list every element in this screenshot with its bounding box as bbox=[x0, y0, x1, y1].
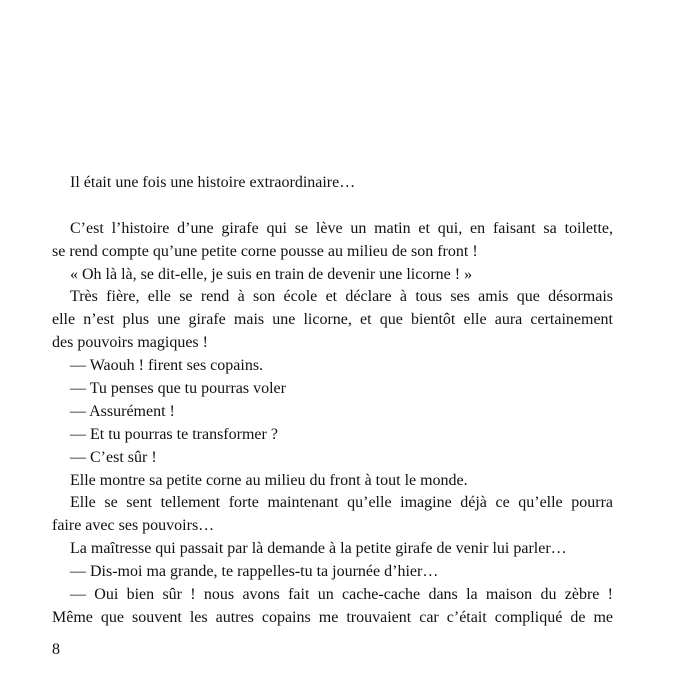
text-line: des pouvoirs magiques ! bbox=[52, 334, 208, 352]
text-line: se rend compte qu’une petite corne pousse au milieu de son front ! bbox=[52, 242, 478, 260]
text-line: — Tu penses que tu pourras voler bbox=[70, 380, 286, 398]
text-line: « Oh là là, se dit-elle, je suis en train de devenir une licorne ! » bbox=[70, 265, 473, 283]
text-line: — Et tu pourras te transformer ? bbox=[70, 425, 278, 443]
text-line: Elle se sent tellement forte maintenant qu’elle imagine déjà ce qu’elle pourra bbox=[70, 494, 613, 512]
text-line: Elle montre sa petite corne au milieu du front à tout le monde. bbox=[70, 471, 468, 489]
page-number: 8 bbox=[52, 641, 60, 658]
text-line: Il était une fois une histoire extraordinaire… bbox=[70, 174, 356, 191]
blank-line bbox=[52, 195, 613, 218]
text-line: C’est l’histoire d’une girafe qui se lève un matin et qui, en faisant sa toilette, bbox=[70, 219, 613, 237]
text-line: Même que souvent les autres copains me trouvaient car c’était compliqué de me bbox=[52, 608, 613, 626]
text-line: — Waouh ! firent ses copains. bbox=[70, 357, 264, 375]
text-line: — Dis-moi ma grande, te rappelles-tu ta journée d’hier… bbox=[70, 563, 439, 581]
text-line: elle n’est plus une girafe mais une licorne, et que bientôt elle aura certainement bbox=[52, 311, 613, 329]
page-body bbox=[52, 172, 613, 630]
text-line: — C’est sûr ! bbox=[70, 448, 157, 466]
text-line: La maîtresse qui passait par là demande à la petite girafe de venir lui parler… bbox=[70, 540, 567, 558]
text-line: — Assurément ! bbox=[70, 402, 175, 420]
text-line: Très fière, elle se rend à son école et déclare à tous ses amis que désormais bbox=[70, 288, 613, 306]
text-line: — Oui bien sûr ! nous avons fait un cache-cache dans la maison du zèbre ! bbox=[70, 586, 613, 604]
text-line: faire avec ses pouvoirs… bbox=[52, 517, 215, 535]
